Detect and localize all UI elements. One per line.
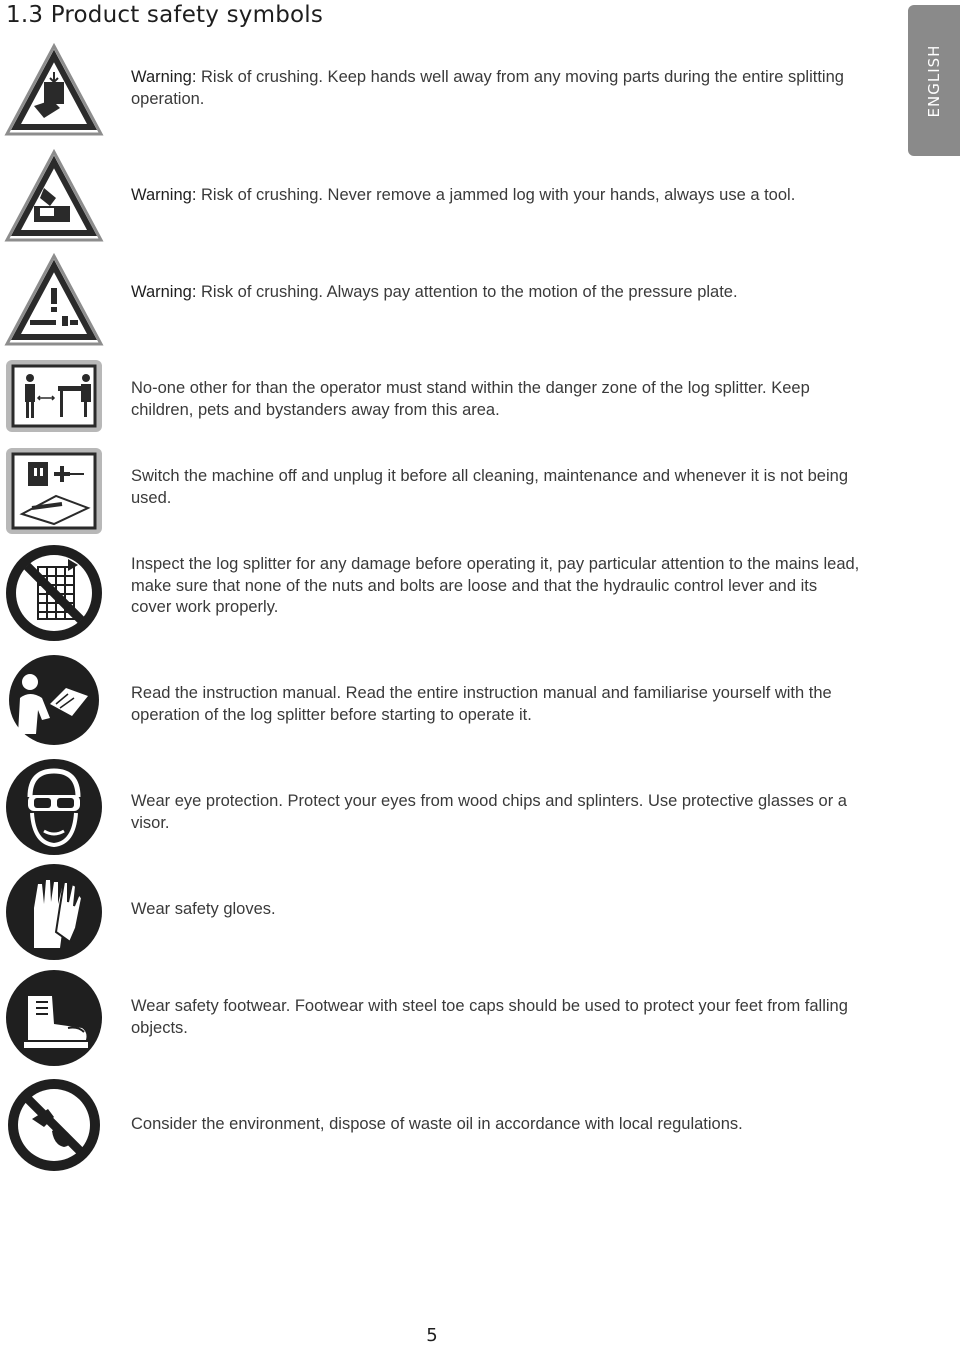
symbol-description: Wear eye protection. Protect your eyes from wood chips and splinters. Use protective glasses or a visor. <box>131 792 847 832</box>
symbol-description: Inspect the log splitter for any damage before operating it, pay particular attention to the mains lead, make sure that none of the nuts and bolts are loose and that the hydraulic control lever and its cover work properly. <box>131 555 860 616</box>
jammed-log-warning-icon <box>4 148 104 248</box>
symbol-description: Wear safety gloves. <box>131 900 276 918</box>
danger-zone-icon <box>4 358 104 434</box>
symbol-description: Warning: Risk of crushing. Never remove a jammed log with your hands, always use a tool. <box>131 186 796 204</box>
crushing-hand-warning-icon <box>4 42 104 142</box>
inspect-damage-icon <box>4 543 104 643</box>
page-number: 5 <box>426 1325 438 1346</box>
symbol-description: Warning: Risk of crushing. Keep hands well away from any moving parts during the entire splitting operation. <box>131 68 844 108</box>
unplug-machine-icon <box>4 446 104 536</box>
symbol-description: No-one other for than the operator must stand within the danger zone of the log splitter. Keep children, pets and bystanders away from this area. <box>131 379 810 419</box>
eye-protection-icon <box>4 757 104 857</box>
symbol-description: Switch the machine off and unplug it before all cleaning, maintenance and whenever it is not being used. <box>131 467 848 507</box>
symbol-description: Warning: Risk of crushing. Always pay attention to the motion of the pressure plate. <box>131 283 738 301</box>
page-title: 1.3 Product safety symbols <box>6 2 324 28</box>
symbol-description: Consider the environment, dispose of waste oil in accordance with local regulations. <box>131 1115 743 1133</box>
safety-gloves-icon <box>4 862 104 962</box>
language-tab-label: ENGLISH <box>925 44 943 117</box>
language-tab[interactable] <box>908 5 960 156</box>
symbol-description: Wear safety footwear. Footwear with steel toe caps should be used to protect your feet from falling objects. <box>131 997 848 1037</box>
read-manual-icon <box>4 654 104 754</box>
environment-disposal-icon <box>4 1075 104 1175</box>
symbol-description: Read the instruction manual. Read the entire instruction manual and familiarise yourself with the operation of the log splitter before starting to operate it. <box>131 684 832 724</box>
safety-footwear-icon <box>4 968 104 1068</box>
pressure-plate-warning-icon <box>4 252 104 352</box>
